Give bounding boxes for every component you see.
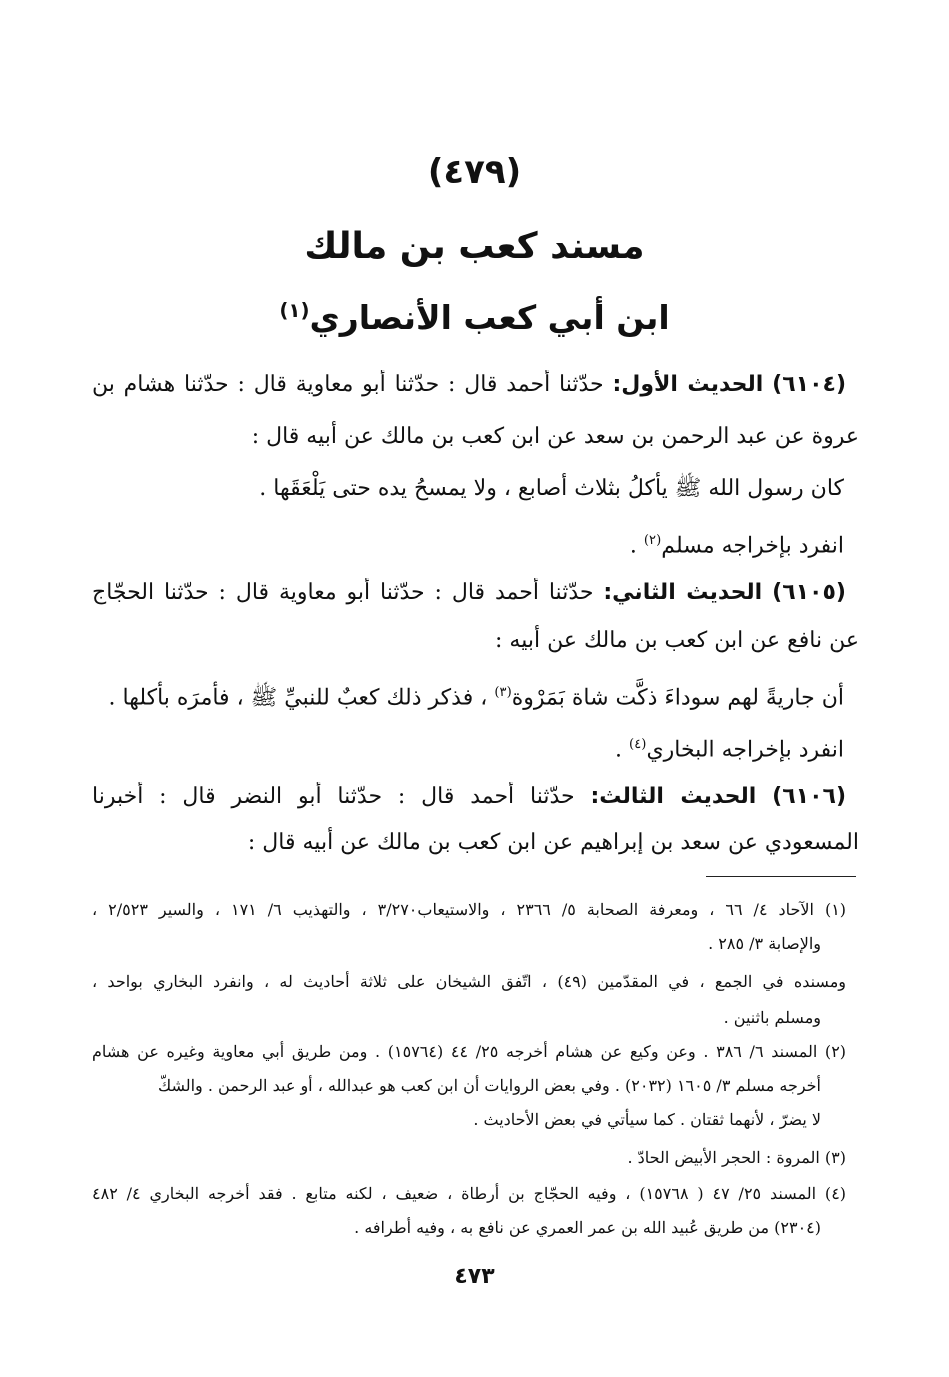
takhrij-end: . bbox=[615, 737, 630, 763]
footnote-ref: (٣) bbox=[494, 685, 512, 700]
footnote-1-line4: ومسلم باثنين . bbox=[723, 1008, 821, 1027]
footnote-4-line2: (٢٣٠٤) من طريق عُبيد الله بن عمر العمري عن نافع به ، وفيه أطرافه . bbox=[354, 1218, 821, 1237]
hadith-number: (٦١٠٤) bbox=[772, 372, 846, 397]
isnad-text: حدّثنا أحمد قال : حدّثنا أبو معاوية قال : حدّثنا الحجّاج bbox=[92, 580, 594, 605]
footnote-2-line3: لا يضرّ ، لأنهما ثقتان . كما سيأتي في بعض الأحاديث . bbox=[473, 1110, 821, 1129]
hadith-label: الحديث الثاني: bbox=[603, 580, 763, 605]
hadith-6104-takhrij bbox=[630, 526, 844, 561]
subtitle-text: ابن أبي كعب الأنصاري bbox=[309, 298, 670, 337]
hadith-6106-isnad-line1 bbox=[92, 782, 846, 812]
hadith-6106-isnad-line2: المسعودي عن سعد بن إبراهيم عن ابن كعب بن مالك عن أبيه قال : bbox=[247, 830, 859, 855]
hadith-6105-isnad-line2: عن نافع عن ابن كعب بن مالك عن أبيه : bbox=[495, 628, 859, 653]
hadith-6104-matn: كان رسول الله ﷺ يأكلُ بثلاث أصابع ، ولا يمسحُ يده حتى يَلْعَقَها . bbox=[259, 476, 844, 501]
footnote-1-line1: (١) الآحاد ٤/ ٦٦ ، ومعرفة الصحابة ٥/ ٢٣٦٦ ، والاستيعاب٣/٢٧٠ ، والتهذيب ٦/ ١٧١ ، والسير ٢/٥٢٣ ، bbox=[92, 900, 846, 919]
subtitle-footnote-ref: (١) bbox=[279, 299, 310, 322]
hadith-6105-takhrij bbox=[615, 730, 844, 765]
page-number: ٤٧٣ bbox=[454, 1264, 495, 1289]
hadith-label: الحديث الثالث: bbox=[590, 784, 757, 809]
footnote-2-line2: أخرجه مسلم ٣/ ١٦٠٥ (٢٠٣٢) . وفي بعض الروايات أن ابن كعب هو عبدالله ، أو عبد الرحمن . والشكّ bbox=[157, 1076, 821, 1095]
page-title: مسند كعب بن مالك bbox=[304, 226, 645, 267]
footnote-2-line1: (٢) المسند ٦/ ٣٨٦ . وعن وكيع عن هشام أخرجه ٢٥/ ٤٤ (١٥٧٦٤) . ومن طريق أبي معاوية وغيره عن هشام bbox=[92, 1042, 846, 1061]
hadith-6104-isnad-line1 bbox=[92, 370, 846, 400]
matn-text-b: ، فذكر ذلك كعبٌ للنبيِّ ﷺ ، فأمرَه بأكلها . bbox=[108, 685, 495, 711]
takhrij-text: انفرد بإخراجه مسلم bbox=[661, 533, 844, 559]
hadith-6105-matn bbox=[109, 678, 845, 713]
hadith-number: (٦١٠٦) bbox=[772, 784, 846, 809]
hadith-label: الحديث الأول: bbox=[612, 372, 764, 397]
footnote-separator bbox=[706, 876, 856, 877]
takhrij-text: انفرد بإخراجه البخاري bbox=[646, 737, 844, 763]
isnad-text: حدّثنا أحمد قال : حدّثنا أبو النضر قال : أخبرنا bbox=[92, 784, 575, 809]
footnote-ref: (٢) bbox=[643, 533, 662, 548]
hadith-number: (٦١٠٥) bbox=[772, 580, 846, 605]
footnote-ref: (٤) bbox=[629, 737, 647, 752]
footnote-3: (٣) المروة : الحجر الأبيض الحادّ . bbox=[627, 1148, 846, 1167]
hadith-6105-isnad-line1 bbox=[92, 578, 846, 608]
footnote-4-line1: (٤) المسند ٢٥/ ٤٧ ( ١٥٧٦٨) ، وفيه الحجّاج بن أرطاة ، ضعيف ، لكنه متابع . فقد أخرجه البخاري ٤/ ٤٨٢ bbox=[92, 1184, 846, 1203]
isnad-text: حدّثنا أحمد قال : حدّثنا أبو معاوية قال : حدّثنا هشام بن bbox=[92, 372, 604, 397]
page-subtitle bbox=[0, 298, 949, 337]
hadith-6104-isnad-line2: عروة عن عبد الرحمن بن سعد عن ابن كعب بن مالك عن أبيه قال : bbox=[251, 424, 859, 449]
footnote-1-line3: ومسنده في الجمع ، في المقدّمين (٤٩) ، اتّفق الشيخان على ثلاثة أحاديث له ، وانفرد البخاري بواحد ، bbox=[92, 972, 846, 991]
matn-text-a: أن جاريةً لهم سوداءَ ذكَّت شاة بَمَرْوة bbox=[511, 685, 844, 711]
chapter-number: (٤٧٩) bbox=[427, 152, 522, 192]
takhrij-end: . bbox=[629, 533, 644, 559]
footnote-1-line2: والإصابة ٣/ ٢٨٥ . bbox=[708, 934, 821, 953]
